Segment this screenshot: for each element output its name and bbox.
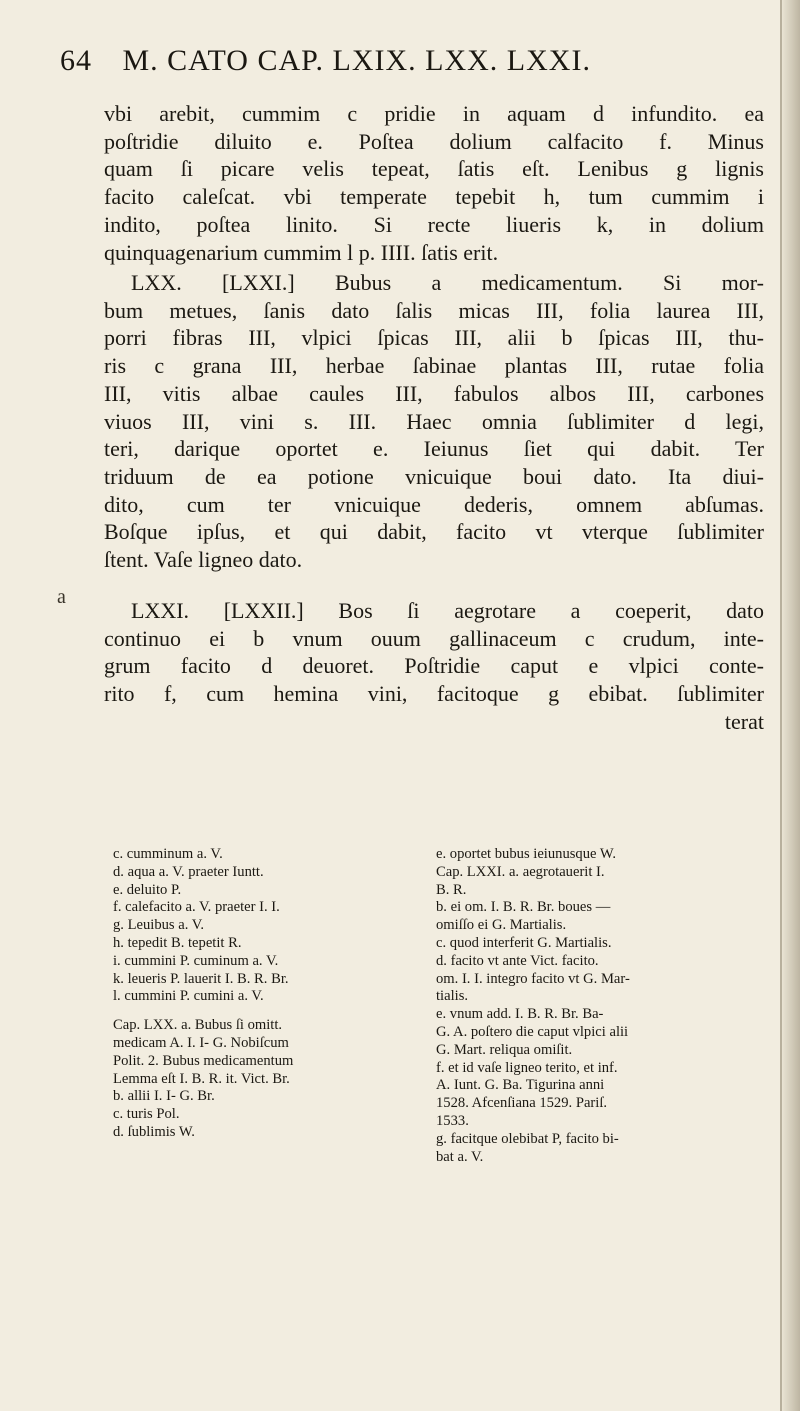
page-edge-line [780, 0, 782, 1411]
text-line: porri fibras III, vlpici ſpicas III, alii b ſpicas III, thu- [104, 325, 764, 351]
footnote: Cap. LXX. a. Bubus ſi omitt. [113, 1017, 283, 1034]
footnotes-left [113, 846, 408, 1142]
text-line: continuo ei b vnum ouum gallinaceum c crudum, inte- [104, 625, 764, 651]
running-title: M. CATO CAP. LXIX. LXX. LXXI. [122, 44, 591, 77]
footnote: e. vnum add. I. B. R. Br. Ba- [436, 1006, 604, 1023]
footnote: omiſſo ei G. Martialis. [436, 917, 567, 934]
text-line: ſtent. Vaſe ligneo dato. [104, 547, 303, 573]
text-line: triduum de ea potione vnicuique boui dato. Ita diui- [104, 463, 764, 489]
chapter-heading-line: LXXI. [LXXII.] Bos ſi aegrotare a coeperit, dato [131, 598, 764, 623]
footnote: b. ei om. I. B. R. Br. boues — [436, 899, 611, 916]
margin-letter: a [57, 586, 66, 608]
text-line: III, vitis albae caules III, fabulos albos III, carbones [104, 380, 764, 406]
footnote: B. R. [436, 881, 467, 898]
footnote: Polit. 2. Bubus medicamentum [113, 1052, 294, 1069]
footnote: tialis. [436, 988, 469, 1005]
footnote-gap [113, 1006, 408, 1017]
footnote: h. tepedit B. tepetit R. [113, 934, 242, 951]
text-line: Boſque ipſus, et qui dabit, facito vt vterque ſublimiter [104, 519, 764, 545]
paragraph-3 [104, 597, 764, 736]
footnotes-right [436, 846, 766, 1166]
footnote: l. cummini P. cumini a. V. [113, 988, 264, 1005]
text-line: dito, cum ter vnicuique dederis, omnem abſumas. [104, 491, 764, 517]
catchword: terat [724, 708, 764, 734]
text-line: poſtridie diluito e. Poſtea dolium calfacito f. Minus [104, 128, 764, 154]
footnote: f. et id vaſe ligneo terito, et inf. [436, 1059, 618, 1076]
text-line: bum metues, ſanis dato ſalis micas III, folia laurea III, [104, 297, 764, 323]
footnote: k. leueris P. lauerit I. B. R. Br. [113, 970, 289, 987]
text-line: quinquagenarium cummim l p. IIII. ſatis erit. [104, 239, 499, 265]
chapter-heading-line: LXX. [LXXI.] Bubus a medicamentum. Si mor- [131, 270, 764, 295]
text-line: quam ſi picare velis tepeat, ſatis eſt. Lenibus g lignis [104, 156, 764, 182]
footnote: G. Mart. reliqua omiſit. [436, 1041, 573, 1058]
footnote: G. A. poſtero die caput vlpici alii [436, 1023, 629, 1040]
footnote: e. oportet bubus ieiunusque W. [436, 846, 616, 862]
footnote: e. deluito P. [113, 881, 182, 898]
text-line: indito, poſtea linito. Si recte liueris k, in dolium [104, 211, 764, 237]
footnote: i. cummini P. cuminum a. V. [113, 952, 279, 969]
footnote: d. ſublimis W. [113, 1123, 195, 1140]
footnote: d. aqua a. V. praeter Iuntt. [113, 863, 264, 880]
paragraph-1 [104, 100, 764, 266]
footnote: g. facitque olebibat P, facito bi- [436, 1130, 619, 1147]
footnote: om. I. I. integro facito vt G. Mar- [436, 970, 630, 987]
text-line: viuos III, vini s. III. Haec omnia ſublimiter d legi, [104, 408, 764, 434]
text-line: rito f, cum hemina vini, facitoque g ebibat. ſublimiter [104, 681, 764, 707]
text-line: vbi arebit, cummim c pridie in aquam d infundito. ea [104, 101, 764, 126]
footnote: c. cumminum a. V. [113, 846, 223, 862]
footnote: b. allii I. I- G. Br. [113, 1088, 215, 1105]
footnote: c. quod interferit G. Martialis. [436, 934, 612, 951]
text-line: teri, darique oportet e. Ieiunus ſiet qui dabit. Ter [104, 436, 764, 462]
footnote: g. Leuibus a. V. [113, 917, 205, 934]
footnote: A. Iunt. G. Ba. Tigurina anni [436, 1077, 605, 1094]
footnote: c. turis Pol. [113, 1106, 180, 1123]
footnote: medicam A. I. I- G. Nobiſcum [113, 1034, 289, 1051]
page-number: 64 [60, 44, 92, 77]
footnote: Lemma eſt I. B. R. it. Vict. Br. [113, 1070, 290, 1087]
page-edge [782, 0, 800, 1411]
text-line: ris c grana III, herbae ſabinae plantas III, rutae folia [104, 353, 764, 379]
footnote: bat a. V. [436, 1148, 484, 1165]
footnote: 1528. Afcenſiana 1529. Pariſ. [436, 1095, 608, 1112]
text-line: facito caleſcat. vbi temperate tepebit h, tum cummim i [104, 184, 764, 210]
text-line: grum facito d deuoret. Poſtridie caput e vlpici conte- [104, 653, 764, 679]
footnote: 1533. [436, 1112, 469, 1129]
footnote: Cap. LXXI. a. aegrotauerit I. [436, 863, 605, 880]
footnote: f. calefacito a. V. praeter I. I. [113, 899, 280, 916]
page-header [60, 44, 760, 78]
footnote: d. facito vt ante Vict. facito. [436, 952, 599, 969]
paragraph-2 [104, 269, 764, 574]
